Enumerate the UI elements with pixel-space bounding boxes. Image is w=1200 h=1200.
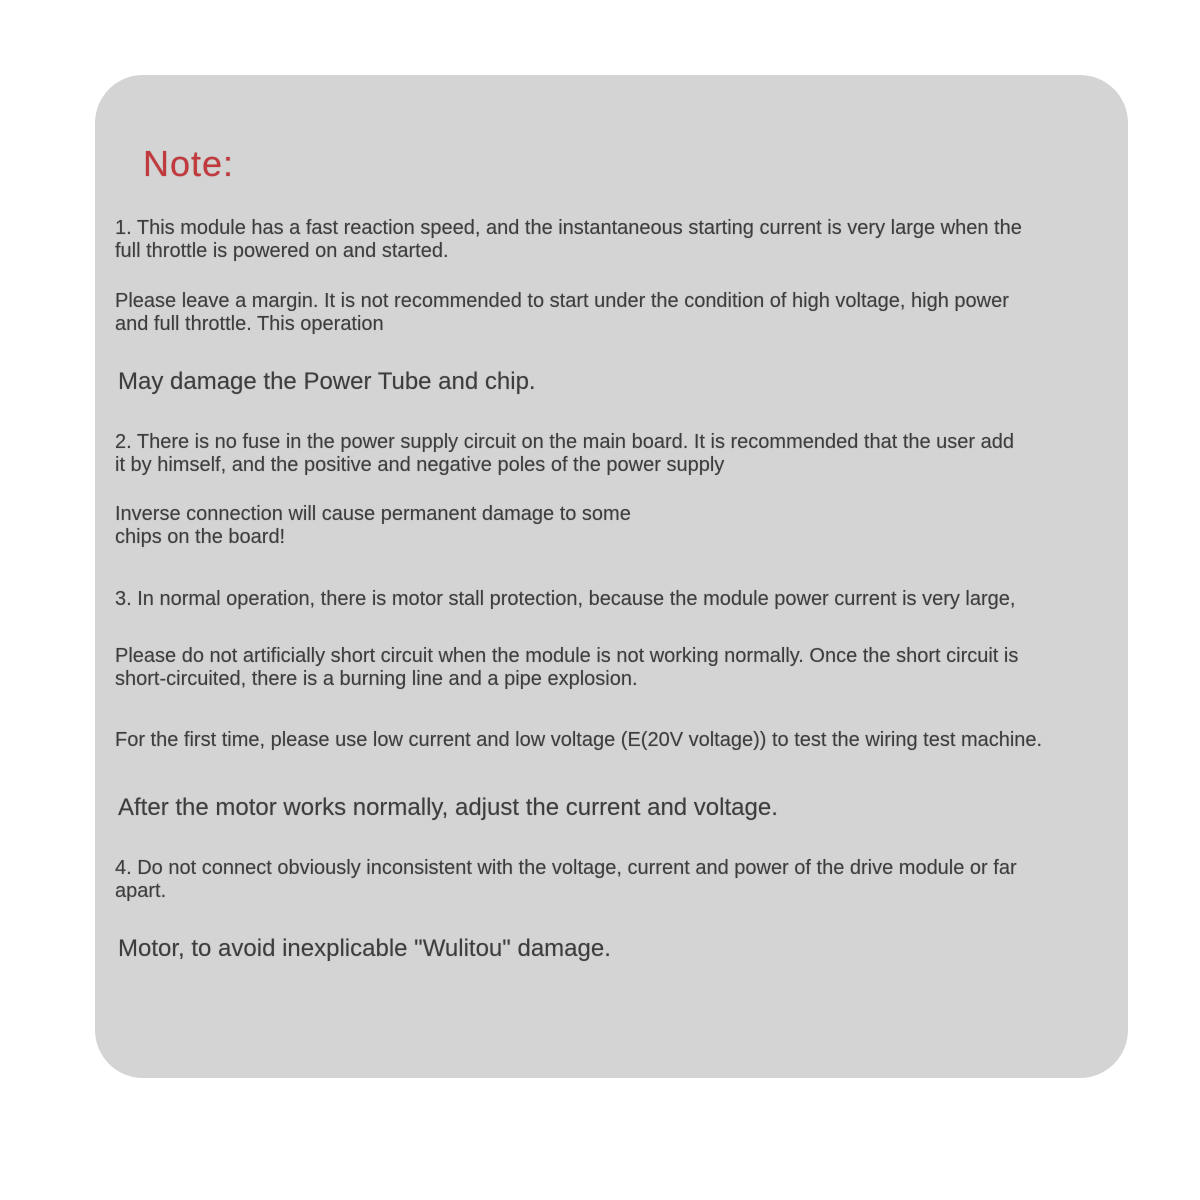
paragraph-1 [115,217,1098,263]
paragraph-line: Please do not artificially short circuit when the module is not working normally. Once the short circuit is [115,645,1019,667]
paragraph-9 [118,794,1098,821]
paragraph-8 [115,729,1098,752]
paragraph-line: 1. This module has a fast reaction speed, and the instantaneous starting current is very large when the [115,217,1022,239]
paragraph-2 [115,290,1098,336]
paragraph-4 [115,431,1098,477]
note-card [95,75,1128,1078]
paragraph-line: 2. There is no fuse in the power supply circuit on the main board. It is recommended that the user add [115,431,1015,453]
paragraph-line: 4. Do not connect obviously inconsistent with the voltage, current and power of the drive module or far [115,857,1017,879]
paragraph-line: full throttle is powered on and started. [115,240,449,262]
paragraph-line: Please leave a margin. It is not recommended to start under the condition of high voltage, high power [115,290,1009,312]
paragraph-6 [115,588,1098,611]
paragraph-line: and full throttle. This operation [115,313,384,335]
paragraph-line: May damage the Power Tube and chip. [118,368,536,395]
paragraph-line: apart. [115,880,167,902]
paragraph-10 [115,857,1098,903]
paragraph-line: Inverse connection will cause permanent damage to some [115,503,631,525]
note-heading: Note: [143,143,235,184]
paragraph-line: chips on the board! [115,526,286,548]
paragraph-line: short-circuited, there is a burning line and a pipe explosion. [115,668,638,690]
paragraph-7 [115,645,1098,691]
paragraph-line: After the motor works normally, adjust the current and voltage. [118,794,778,821]
paragraph-line: Motor, to avoid inexplicable "Wulitou" damage. [118,935,611,962]
paragraph-line: 3. In normal operation, there is motor stall protection, because the module power current is very large, [115,588,1016,610]
paragraph-line: For the first time, please use low current and low voltage (E(20V voltage)) to test the wiring test machine. [115,729,1043,751]
paragraph-3 [118,368,1098,395]
paragraph-line: it by himself, and the positive and negative poles of the power supply [115,454,725,476]
paragraph-11 [118,935,1098,962]
paragraph-5 [115,503,1098,549]
